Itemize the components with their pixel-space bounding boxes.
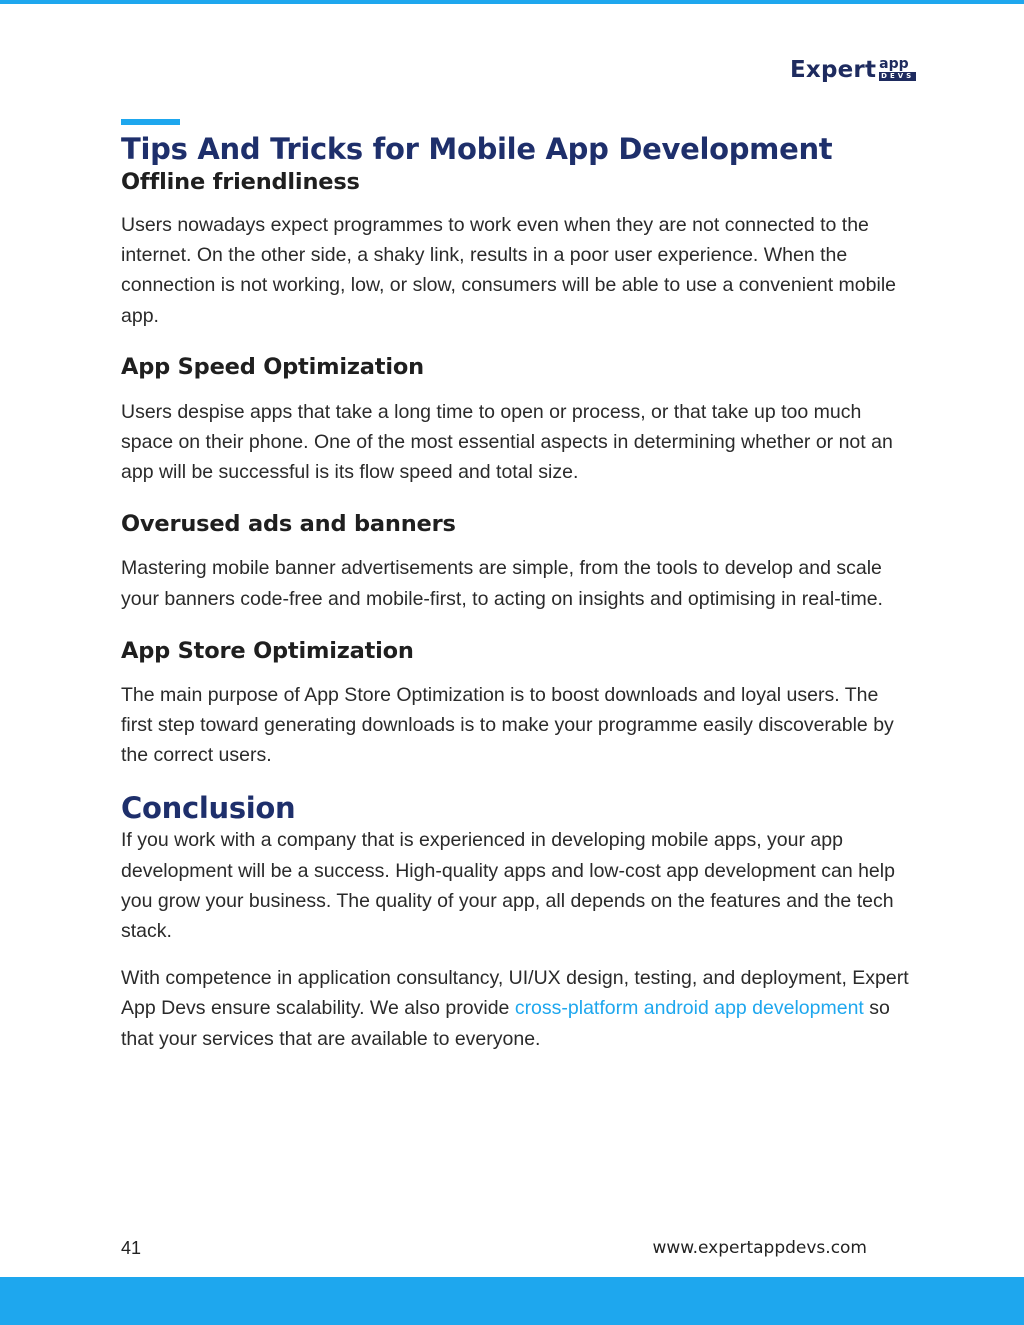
top-accent-line bbox=[0, 0, 1024, 4]
cross-platform-link[interactable]: cross-platform android app development bbox=[514, 997, 864, 1020]
section-heading-ads: Overused ads and banners bbox=[121, 511, 456, 538]
logo-badge bbox=[879, 58, 916, 81]
section-text-ads: Mastering mobile banner advertisements are simple, from the tools to develop and scale your banners code-free and mobile-first, to acting on insights and optimising in real-time. bbox=[121, 557, 883, 610]
page-content bbox=[121, 128, 911, 1054]
section-heading-aso: App Store Optimization bbox=[121, 637, 414, 664]
logo-app-text: app bbox=[879, 56, 909, 72]
conclusion-title: Conclusion bbox=[121, 791, 296, 826]
conclusion-paragraph-1: If you work with a company that is experienced in developing mobile apps, your app development will be a success. High-quality apps and low-cost app development can help you grow your business. The quality of your app, all depends on the features and the tech stack. bbox=[121, 829, 895, 943]
section-text-aso: The main purpose of App Store Optimization is to boost downloads and loyal users. The first step toward generating downloads is to make your programme easily discoverable by the correct users. bbox=[121, 683, 894, 767]
title-accent-bar bbox=[121, 119, 180, 125]
page-title: Tips And Tricks for Mobile App Development bbox=[121, 132, 833, 166]
section-text-speed: Users despise apps that take a long time to open or process, or that take up too much space on their phone. One of the most essential aspects in determining whether or not an app will be successful is its flow speed and total size. bbox=[121, 400, 893, 484]
page-number: 41 bbox=[121, 1238, 142, 1258]
footer-website: www.expertappdevs.com bbox=[652, 1238, 867, 1258]
section-text-offline: Users nowadays expect programmes to work even when they are not connected to the internet. On the other side, a shaky link, results in a poor user experience. When the connection is not working, low, or slow, consumers will be able to use a convenient mobile app. bbox=[121, 214, 896, 327]
logo-devs-text: DEVS bbox=[881, 72, 915, 80]
logo-wordmark: Expert bbox=[790, 57, 877, 83]
conclusion-paragraph-2-start: With competence in application consultancy, UI/UX design, testing, and deployment, Expert App Devs ensure scalability. We also provide bbox=[121, 967, 909, 1020]
section-heading-offline: Offline friendliness bbox=[121, 169, 360, 195]
expert-app-devs-logo bbox=[790, 56, 916, 86]
section-heading-speed: App Speed Optimization bbox=[121, 353, 424, 380]
bottom-accent-band bbox=[0, 1277, 1024, 1325]
conclusion-paragraph-2-end: so that your services that are available to everyone. bbox=[121, 997, 890, 1050]
conclusion-paragraph-2 bbox=[121, 963, 911, 1054]
